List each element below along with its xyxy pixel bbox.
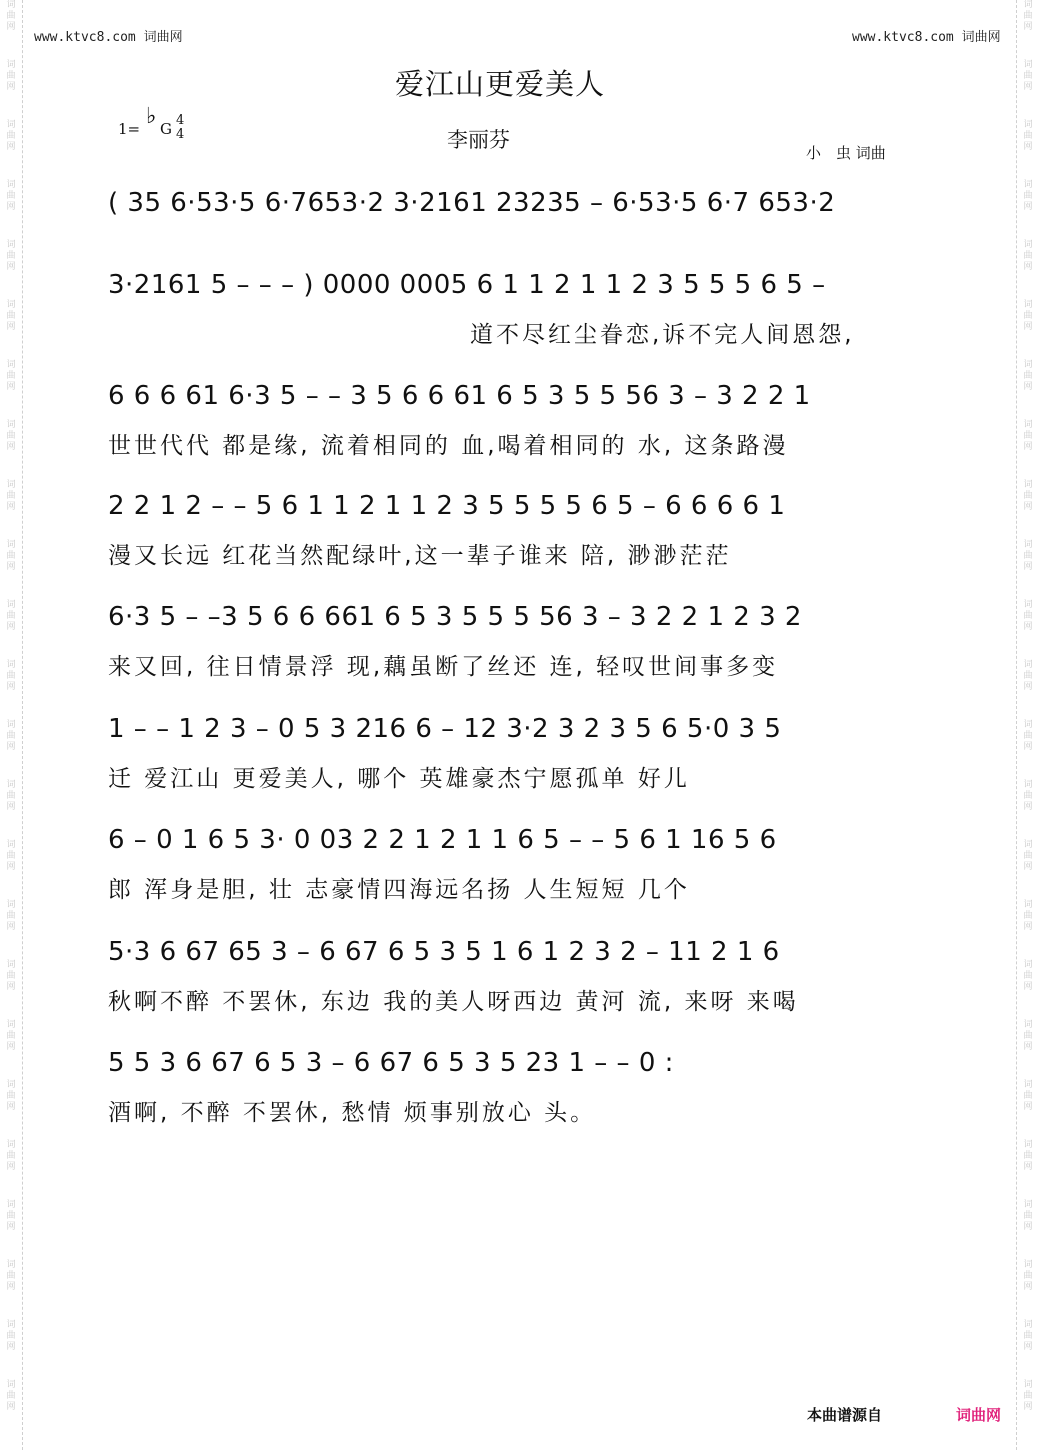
singer-name: 李丽芬 xyxy=(447,128,510,152)
key-prefix: 1= xyxy=(118,120,141,138)
side-watermark-text: 词 曲 网 xyxy=(1023,420,1033,452)
side-watermark-text: 词 曲 网 xyxy=(1023,480,1033,512)
side-watermark-text: 词 曲 网 xyxy=(1023,1200,1033,1232)
side-watermark-text: 词 曲 网 xyxy=(1023,120,1033,152)
side-watermark-text: 词 曲 网 xyxy=(6,360,16,392)
side-watermark-text: 词 曲 网 xyxy=(6,780,16,812)
key-note: G xyxy=(160,120,172,138)
side-watermark-text: 词 曲 网 xyxy=(6,1260,16,1292)
site-header-right: www.ktvc8.com 词曲网 xyxy=(852,30,1001,45)
side-watermark-text: 词 曲 网 xyxy=(1023,1020,1033,1052)
side-watermark-text: 词 曲 网 xyxy=(1023,1260,1033,1292)
side-watermark-text: 词 曲 网 xyxy=(1023,540,1033,572)
side-watermark-text: 词 曲 网 xyxy=(1023,1380,1033,1412)
side-watermark-text: 词 曲 网 xyxy=(6,240,16,272)
side-watermark-text: 词 曲 网 xyxy=(1023,0,1033,32)
side-watermark-text: 词 曲 网 xyxy=(6,540,16,572)
lyric-line: 道不尽红尘眷恋,诉不完人间恩怨, xyxy=(470,322,855,348)
notation-line: 6·3 5 – –3 5 6 6 661 6 5 3 5 5 5 56 3 – 3 2 2 1 2 3 2 xyxy=(108,602,802,632)
side-watermark-text: 词 曲 网 xyxy=(1023,900,1033,932)
side-watermark-text: 词 曲 网 xyxy=(1023,300,1033,332)
side-watermark-text: 词 曲 网 xyxy=(6,1140,16,1172)
side-watermark-text: 词 曲 网 xyxy=(6,1080,16,1112)
notation-line: 6 6 6 61 6·3 5 – – 3 5 6 6 61 6 5 3 5 5 56 3 – 3 2 2 1 xyxy=(108,381,811,411)
lyric-line: 酒啊, 不醉 不罢休, 愁情 烦事别放心 头。 xyxy=(108,1100,597,1126)
lyric-line: 漫又长远 红花当然配绿叶,这一辈子谁来 陪, 渺渺茫茫 xyxy=(108,543,732,569)
side-watermark-text: 词 曲 网 xyxy=(6,60,16,92)
notation-line: ( 35 6·53·5 6·7653·2 3·2161 23235 – 6·53·5 6·7 653·2 xyxy=(108,188,845,218)
side-watermark-text: 词 曲 网 xyxy=(6,120,16,152)
side-watermark-text: 词 曲 网 xyxy=(1023,840,1033,872)
notation-line: 2 2 1 2 – – 5 6 1 1 2 1 1 2 3 5 5 5 5 6 5 – 6 6 6 6 1 xyxy=(108,491,786,521)
side-watermark-text: 词 曲 网 xyxy=(1023,600,1033,632)
side-watermark-text: 词 曲 网 xyxy=(1023,1320,1033,1352)
lyric-line: 郎 浑身是胆, 壮 志豪情四海远名扬 人生短短 几个 xyxy=(108,877,690,903)
footer-source-text: 本曲谱源自 xyxy=(807,1406,883,1424)
side-watermark-text: 词 曲 网 xyxy=(1023,1140,1033,1172)
right-watermark-strip xyxy=(1016,0,1039,1450)
side-watermark-text: 词 曲 网 xyxy=(1023,180,1033,212)
side-watermark-text: 词 曲 网 xyxy=(1023,960,1033,992)
side-watermark-text: 词 曲 网 xyxy=(6,720,16,752)
side-watermark-text: 词 曲 网 xyxy=(6,600,16,632)
time-signature-bottom: 4 xyxy=(176,127,185,142)
side-watermark-text: 词 曲 网 xyxy=(1023,360,1033,392)
side-watermark-text: 词 曲 网 xyxy=(6,900,16,932)
side-watermark-text: 词 曲 网 xyxy=(6,1020,16,1052)
side-watermark-text: 词 曲 网 xyxy=(1023,660,1033,692)
song-title: 爱江山更爱美人 xyxy=(394,67,605,101)
side-watermark-text: 词 曲 网 xyxy=(6,960,16,992)
notation-line: 3·2161 5 – – – ) 0000 0005 6 1 1 2 1 1 2 3 5 5 5 6 5 – xyxy=(108,270,835,300)
lyric-line: 秋啊不醉 不罢休, 东边 我的美人呀西边 黄河 流, 来呀 来喝 xyxy=(108,989,799,1015)
side-watermark-text: 词 曲 网 xyxy=(6,1320,16,1352)
side-watermark-text: 词 曲 网 xyxy=(6,0,16,32)
songwriter-credit: 小 虫 词曲 xyxy=(806,144,886,162)
side-watermark-text: 词 曲 网 xyxy=(6,480,16,512)
side-watermark-text: 词 曲 网 xyxy=(6,180,16,212)
side-watermark-text: 词 曲 网 xyxy=(1023,780,1033,812)
side-watermark-text: 词 曲 网 xyxy=(1023,720,1033,752)
site-header-left: www.ktvc8.com 词曲网 xyxy=(34,30,183,45)
side-watermark-text: 词 曲 网 xyxy=(6,300,16,332)
time-signature xyxy=(176,114,184,142)
side-watermark-text: 词 曲 网 xyxy=(6,420,16,452)
key-flat-sign: ♭ xyxy=(146,104,157,129)
side-watermark-text: 词 曲 网 xyxy=(6,1380,16,1412)
notation-line: 5 5 3 6 67 6 5 3 – 6 67 6 5 3 5 23 1 – – 0 : xyxy=(108,1048,674,1078)
notation-line: 6 – 0 1 6 5 3· 0 03 2 2 1 2 1 1 6 5 – – 5 6 1 16 5 6 xyxy=(108,825,777,855)
notation-line: 1 – – 1 2 3 – 0 5 3 216 6 – 12 3·2 3 2 3 5 6 5·0 3 5 xyxy=(108,714,782,744)
left-watermark-strip xyxy=(0,0,23,1450)
side-watermark-text: 词 曲 网 xyxy=(1023,1080,1033,1112)
notation-line: 5·3 6 67 65 3 – 6 67 6 5 3 5 1 6 1 2 3 2 – 11 2 1 6 xyxy=(108,937,780,967)
side-watermark-text: 词 曲 网 xyxy=(1023,240,1033,272)
lyric-line: 来又回, 往日情景浮 现,藕虽断了丝还 连, 轻叹世间事多变 xyxy=(108,654,779,680)
time-signature-top: 4 xyxy=(176,113,185,128)
footer-brand-link[interactable]: 词曲网 xyxy=(956,1406,1002,1424)
side-watermark-text: 词 曲 网 xyxy=(6,1200,16,1232)
lyric-line: 迁 爱江山 更爱美人, 哪个 英雄豪杰宁愿孤单 好儿 xyxy=(108,766,690,792)
side-watermark-text: 词 曲 网 xyxy=(6,840,16,872)
side-watermark-text: 词 曲 网 xyxy=(1023,60,1033,92)
lyric-line: 世世代代 都是缘, 流着相同的 血,喝着相同的 水, 这条路漫 xyxy=(108,433,789,459)
side-watermark-text: 词 曲 网 xyxy=(6,660,16,692)
